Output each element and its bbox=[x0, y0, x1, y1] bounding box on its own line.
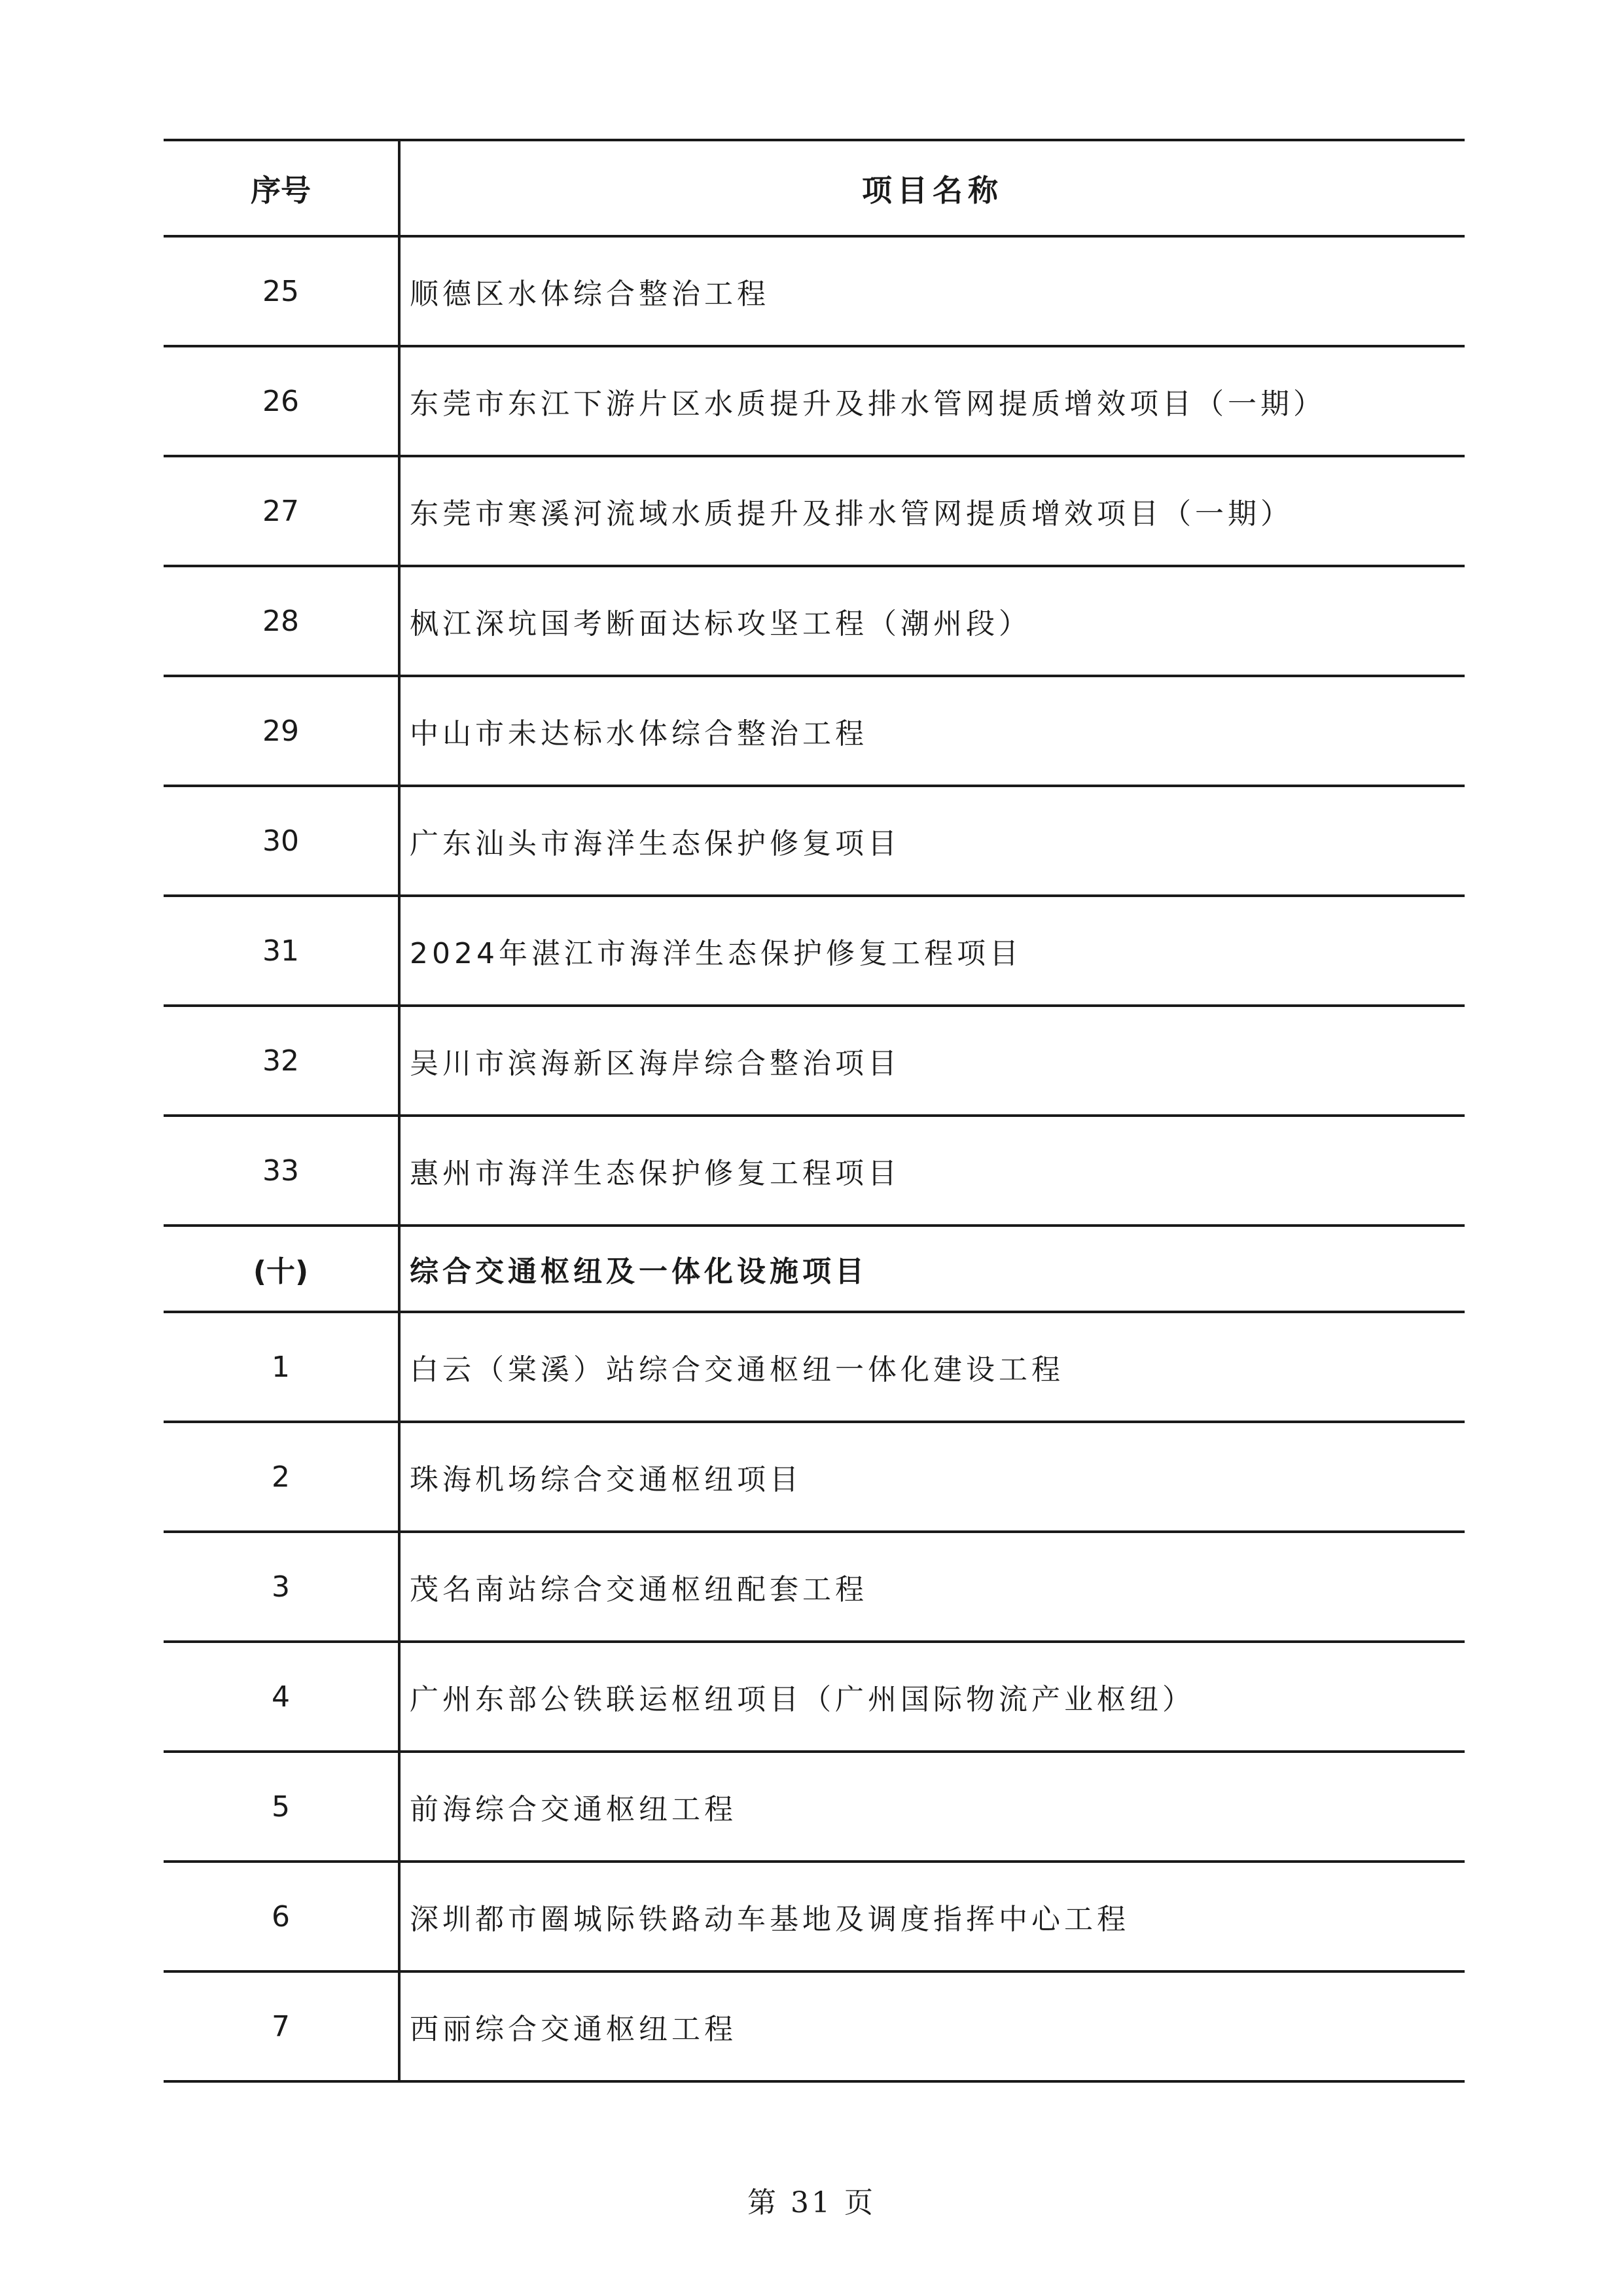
row-serial-number: 27 bbox=[164, 457, 401, 565]
row-project-name: 东莞市寒溪河流域水质提升及排水管网提质增效项目（一期） bbox=[410, 497, 1293, 531]
row-project-name: 综合交通枢纽及一体化设施项目 bbox=[410, 1255, 868, 1288]
table-row bbox=[164, 1753, 1465, 1863]
table-row bbox=[164, 567, 1465, 677]
table-row bbox=[164, 1423, 1465, 1533]
row-project-name: 广东汕头市海洋生态保护修复项目 bbox=[410, 827, 901, 860]
row-serial-number: 3 bbox=[164, 1533, 401, 1640]
table-row bbox=[164, 457, 1465, 567]
table-row bbox=[164, 787, 1465, 897]
table-row bbox=[164, 1973, 1465, 2083]
row-project-name: 西丽综合交通枢纽工程 bbox=[410, 2013, 737, 2046]
row-serial-number: 7 bbox=[164, 1973, 401, 2080]
table-row bbox=[164, 1533, 1465, 1643]
row-project-name: 前海综合交通枢纽工程 bbox=[410, 1793, 737, 1826]
project-table bbox=[164, 139, 1465, 2083]
table-row bbox=[164, 677, 1465, 787]
table-body bbox=[164, 238, 1465, 2083]
row-project-name: 东莞市东江下游片区水质提升及排水管网提质增效项目（一期） bbox=[410, 387, 1326, 421]
row-project-name: 中山市未达标水体综合整治工程 bbox=[410, 717, 868, 751]
row-serial-number: 28 bbox=[164, 567, 401, 675]
table-row bbox=[164, 1117, 1465, 1227]
row-serial-number: 32 bbox=[164, 1007, 401, 1114]
row-project-name: 2024年湛江市海洋生态保护修复工程项目 bbox=[410, 937, 1022, 970]
table-row bbox=[164, 1863, 1465, 1973]
table-row bbox=[164, 238, 1465, 347]
row-serial-number: 5 bbox=[164, 1753, 401, 1860]
row-serial-number: 6 bbox=[164, 1863, 401, 1970]
row-project-name: 茂名南站综合交通枢纽配套工程 bbox=[410, 1573, 868, 1606]
table-row bbox=[164, 347, 1465, 457]
header-serial-number: 序号 bbox=[164, 141, 401, 235]
row-project-name: 枫江深坑国考断面达标攻坚工程（潮州段） bbox=[410, 607, 1031, 641]
table-row bbox=[164, 1313, 1465, 1423]
row-project-name: 珠海机场综合交通枢纽项目 bbox=[410, 1463, 802, 1496]
row-serial-number: 4 bbox=[164, 1643, 401, 1750]
page-number: 第 31 页 bbox=[747, 2186, 876, 2219]
section-row bbox=[164, 1227, 1465, 1313]
row-serial-number: (十) bbox=[164, 1227, 401, 1311]
row-serial-number: 33 bbox=[164, 1117, 401, 1224]
row-serial-number: 26 bbox=[164, 347, 401, 455]
row-serial-number: 2 bbox=[164, 1423, 401, 1530]
row-project-name: 深圳都市圈城际铁路动车基地及调度指挥中心工程 bbox=[410, 1903, 1130, 1936]
row-serial-number: 31 bbox=[164, 897, 401, 1004]
row-project-name: 吴川市滨海新区海岸综合整治项目 bbox=[410, 1047, 901, 1080]
row-project-name: 惠州市海洋生态保护修复工程项目 bbox=[410, 1157, 901, 1190]
row-project-name: 广州东部公铁联运枢纽项目（广州国际物流产业枢纽） bbox=[410, 1683, 1195, 1716]
table-header bbox=[164, 141, 1465, 238]
row-serial-number: 29 bbox=[164, 677, 401, 785]
row-serial-number: 30 bbox=[164, 787, 401, 894]
table-row bbox=[164, 1643, 1465, 1753]
table-row bbox=[164, 897, 1465, 1007]
row-serial-number: 25 bbox=[164, 238, 401, 345]
row-serial-number: 1 bbox=[164, 1313, 401, 1421]
table-row bbox=[164, 1007, 1465, 1117]
row-project-name: 白云（棠溪）站综合交通枢纽一体化建设工程 bbox=[410, 1353, 1064, 1386]
header-project-name: 项目名称 bbox=[862, 172, 1003, 208]
row-project-name: 顺德区水体综合整治工程 bbox=[410, 277, 770, 311]
